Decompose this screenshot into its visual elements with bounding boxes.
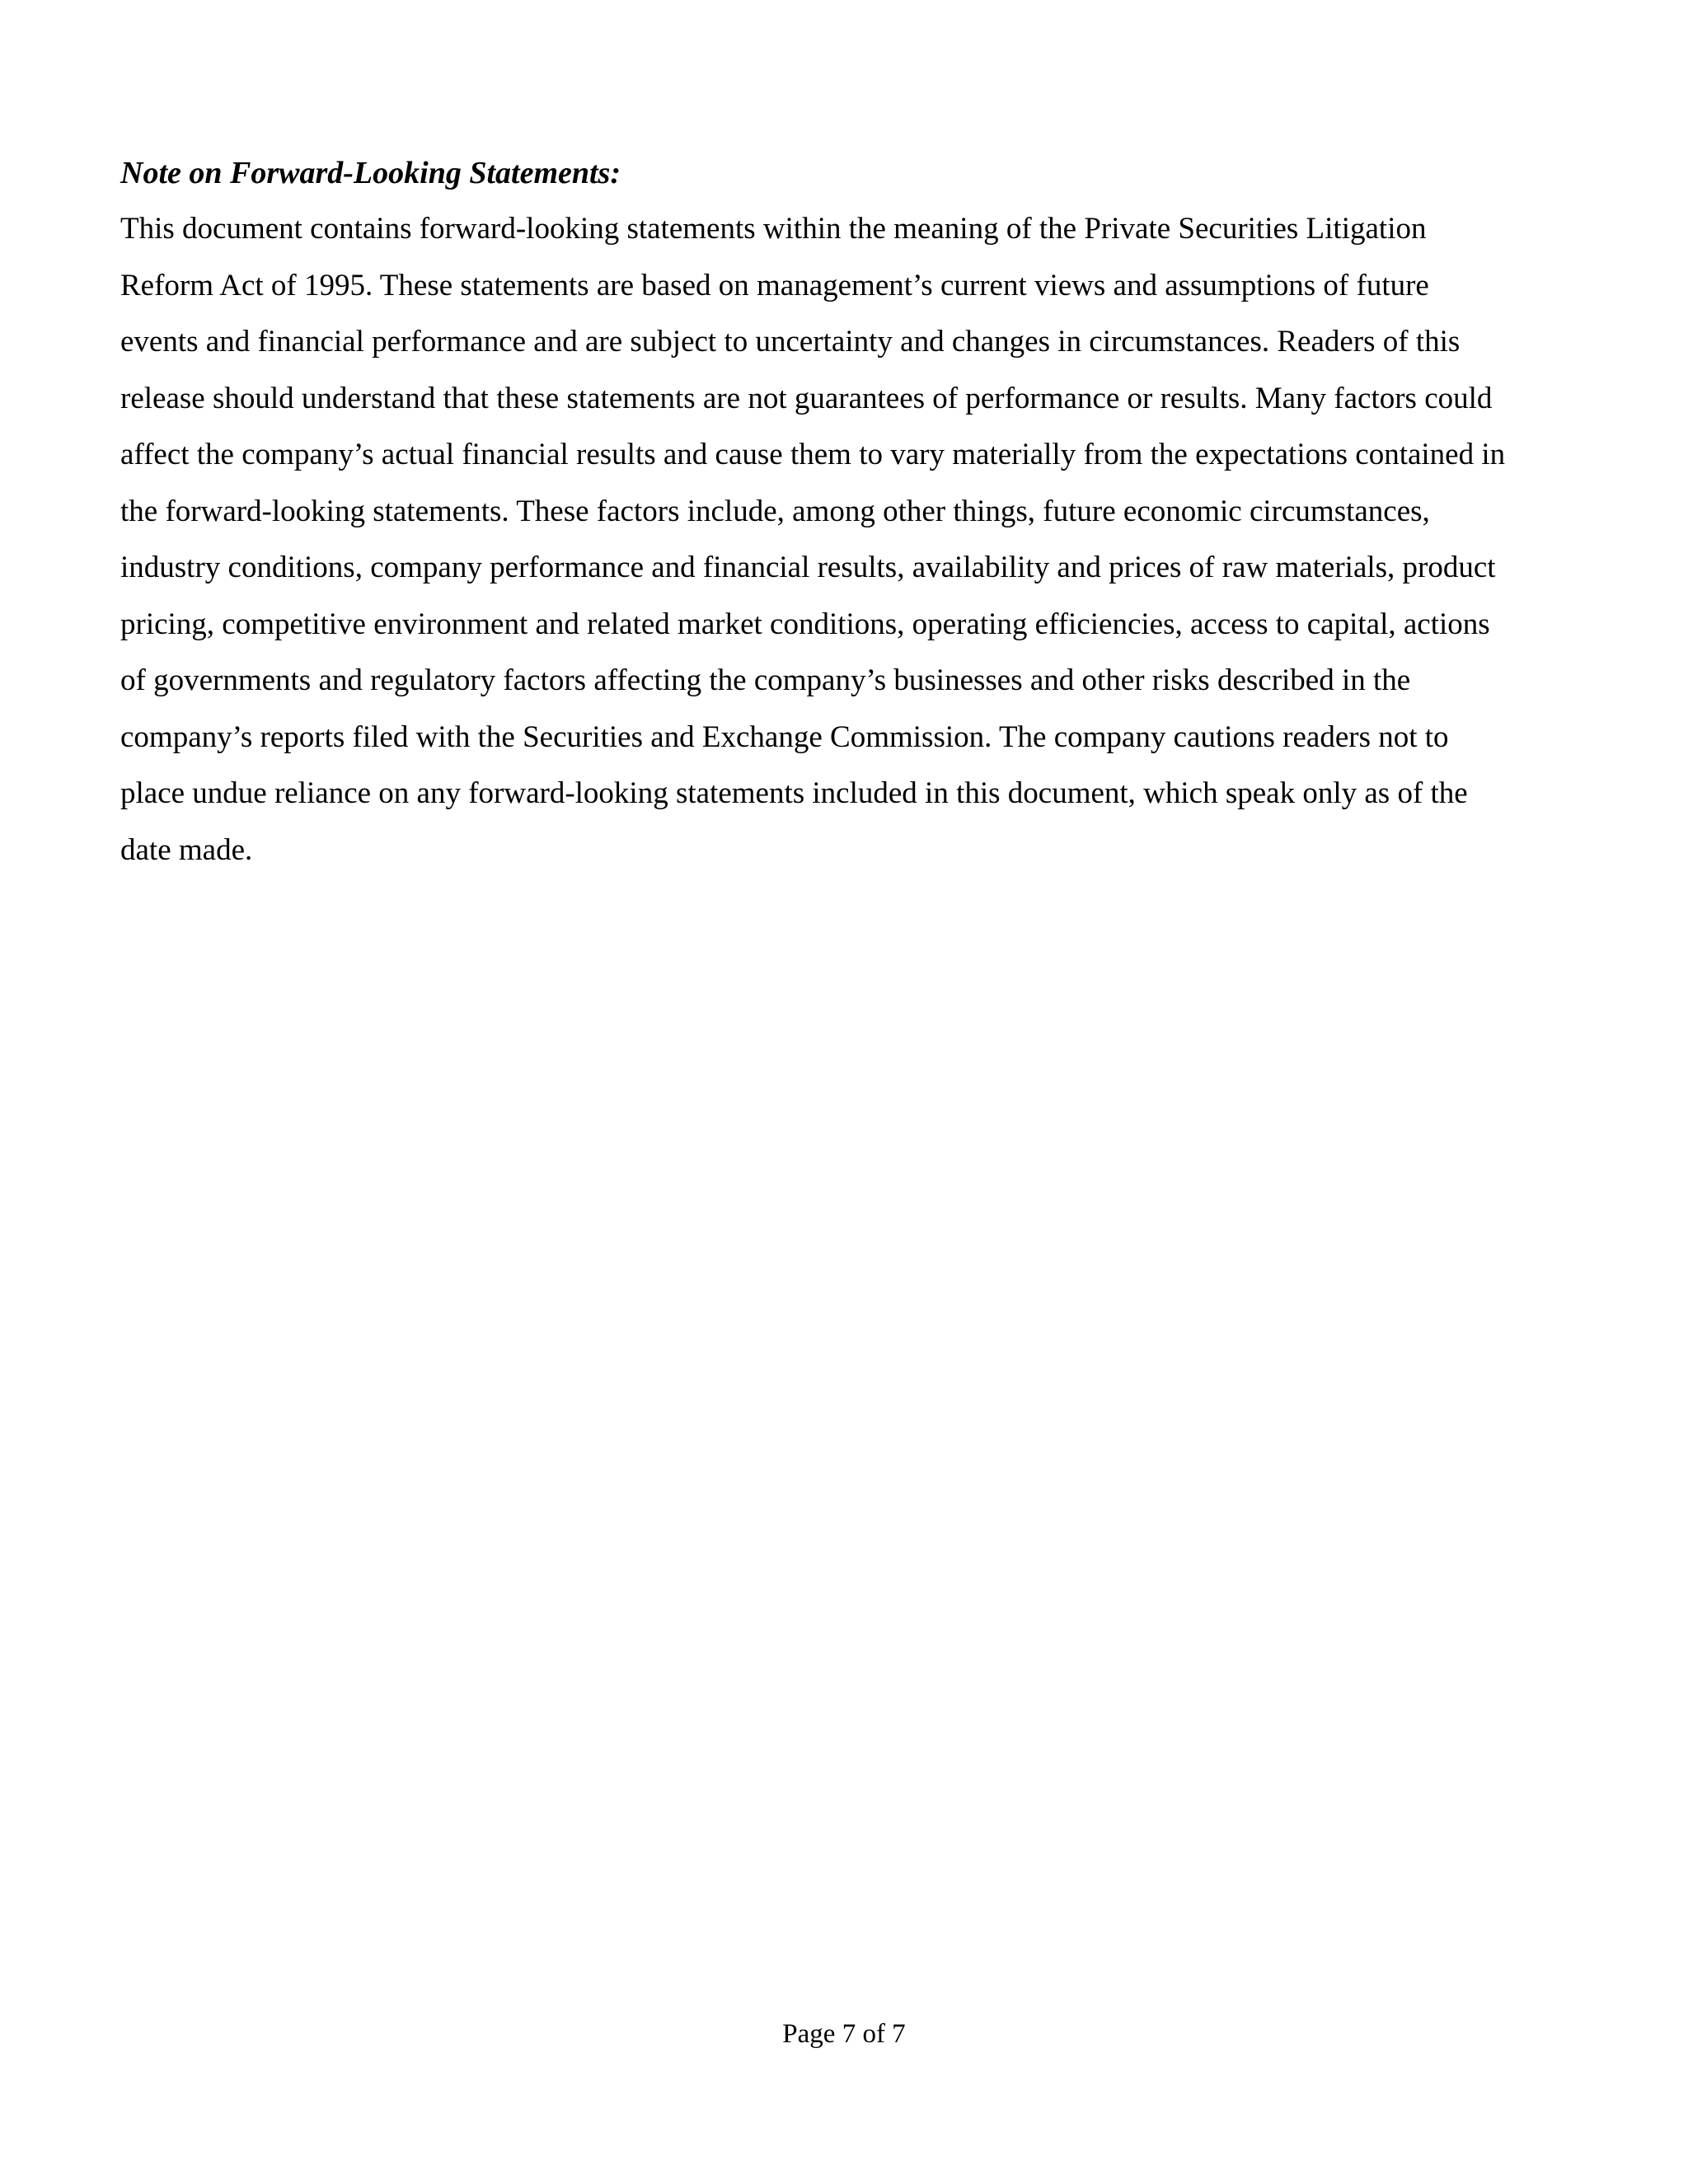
section-heading: Note on Forward-Looking Statements: bbox=[120, 156, 621, 190]
body-line: of governments and regulatory factors affecting the company’s businesses and other risks described in the bbox=[120, 663, 1411, 697]
section-body bbox=[120, 201, 1620, 879]
body-line: the forward-looking statements. These factors include, among other things, future economic circumstances, bbox=[120, 494, 1430, 528]
body-line: date made. bbox=[120, 832, 253, 867]
body-line: events and financial performance and are subject to uncertainty and changes in circumstances. Readers of this bbox=[120, 325, 1461, 359]
page-number-footer: Page 7 of 7 bbox=[782, 2019, 906, 2049]
forward-looking-statements-section bbox=[120, 145, 1620, 879]
body-line: release should understand that these statements are not guarantees of performance or results. Many factors could bbox=[120, 381, 1493, 415]
body-line: industry conditions, company performance and financial results, availability and prices of raw materials, product bbox=[120, 551, 1496, 584]
body-line: company’s reports filed with the Securities and Exchange Commission. The company cautions readers not to bbox=[120, 719, 1449, 754]
body-line: Reform Act of 1995. These statements are based on management’s current views and assumptions of future bbox=[120, 268, 1429, 302]
body-line: place undue reliance on any forward-looking statements included in this document, which speak only as of the bbox=[120, 776, 1468, 810]
body-line: affect the company’s actual financial results and cause them to vary materially from the expectations contained in bbox=[120, 438, 1506, 471]
body-line: pricing, competitive environment and related market conditions, operating efficiencies, access to capital, actions bbox=[120, 607, 1490, 641]
body-line: This document contains forward-looking statements within the meaning of the Private Securities Litigation bbox=[120, 212, 1427, 246]
